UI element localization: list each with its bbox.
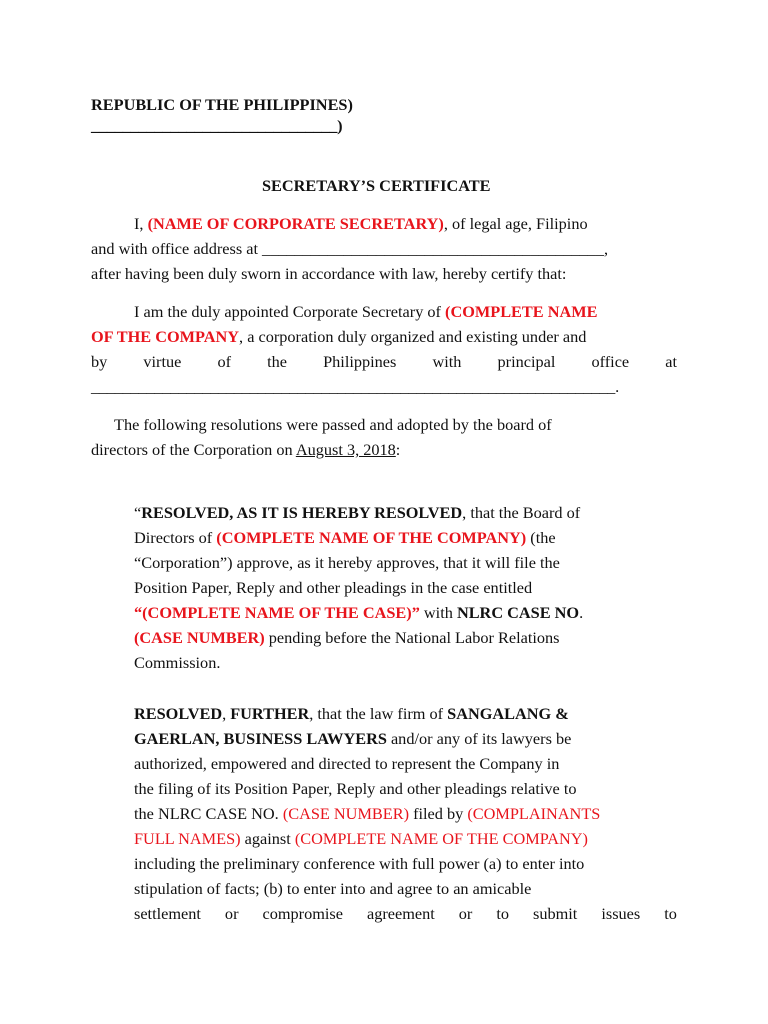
resolution1-line3: “Corporation”) approve, as it hereby approves, that it will file the [134,553,560,572]
resolution1-line5: “(COMPLETE NAME OF THE CASE)” with NLRC CASE NO. [134,603,584,622]
corporate-secretary-placeholder: (NAME OF CORPORATE SECRETARY) [147,214,444,233]
resolution1-line4: Position Paper, Reply and other pleadings in the case entitled [134,578,533,597]
caption-republic: REPUBLIC OF THE PHILIPPINES) [91,95,353,114]
case-name-placeholder: “(COMPLETE NAME OF THE CASE)” [134,603,420,622]
document-title: SECRETARY’S CERTIFICATE [262,176,491,195]
resolution-date: August 3, 2018 [295,440,396,459]
para2-line1: I am the duly appointed Corporate Secretary of (COMPLETE NAME [134,302,598,321]
company-name-placeholder: (COMPLETE NAME [445,302,598,321]
resolution1-line7: Commission. [134,653,221,672]
resolution1-line1: “RESOLVED, AS IT IS HEREBY RESOLVED, that the Board of [134,503,581,522]
complainants-placeholder: (COMPLAINANTS [467,804,601,823]
resolution1-line2: Directors of (COMPLETE NAME OF THE COMPANY) (the [134,528,556,547]
para3-line1: The following resolutions were passed and adopted by the board of [114,415,552,434]
resolution2-line6: FULL NAMES) against (COMPLETE NAME OF THE COMPANY) [134,829,588,848]
resolution2-line4: the filing of its Position Paper, Reply and other pleadings relative to [134,779,577,798]
resolution2-line2: GAERLAN, BUSINESS LAWYERS and/or any of its lawyers be [134,729,572,748]
para1-line2: and with office address at __________________________________________, [91,239,609,258]
para2-line4: __________________________________________________________________. [91,377,619,396]
para1-line3: after having been duly sworn in accordance with law, hereby certify that: [91,264,567,283]
resolution1-line6: (CASE NUMBER) pending before the National Labor Relations [134,628,560,647]
resolution2-line9: settlement or compromise agreement or to submit issues to [134,904,677,923]
resolution2-line3: authorized, empowered and directed to represent the Company in [134,754,560,773]
resolution2-line8: stipulation of facts; (b) to enter into and agree to an amicable [134,879,532,898]
caption-blank-line: _______________________________) [91,116,343,135]
resolution2-line7: including the preliminary conference with full power (a) to enter into [134,854,585,873]
para3-line2: directors of the Corporation on August 3, 2018: [91,440,401,459]
para2-line2: OF THE COMPANY, a corporation duly organized and existing under and [91,327,587,346]
para1-line1: I, (NAME OF CORPORATE SECRETARY), of legal age, Filipino [134,214,588,233]
resolution2-line1: RESOLVED, FURTHER, that the law firm of SANGALANG & [134,704,569,723]
para2-line3: by virtue of the Philippines with principal office at [91,352,677,371]
case-number-placeholder: (CASE NUMBER) [134,628,265,647]
resolution2-line5: the NLRC CASE NO. (CASE NUMBER) filed by (COMPLAINANTS [134,804,601,823]
